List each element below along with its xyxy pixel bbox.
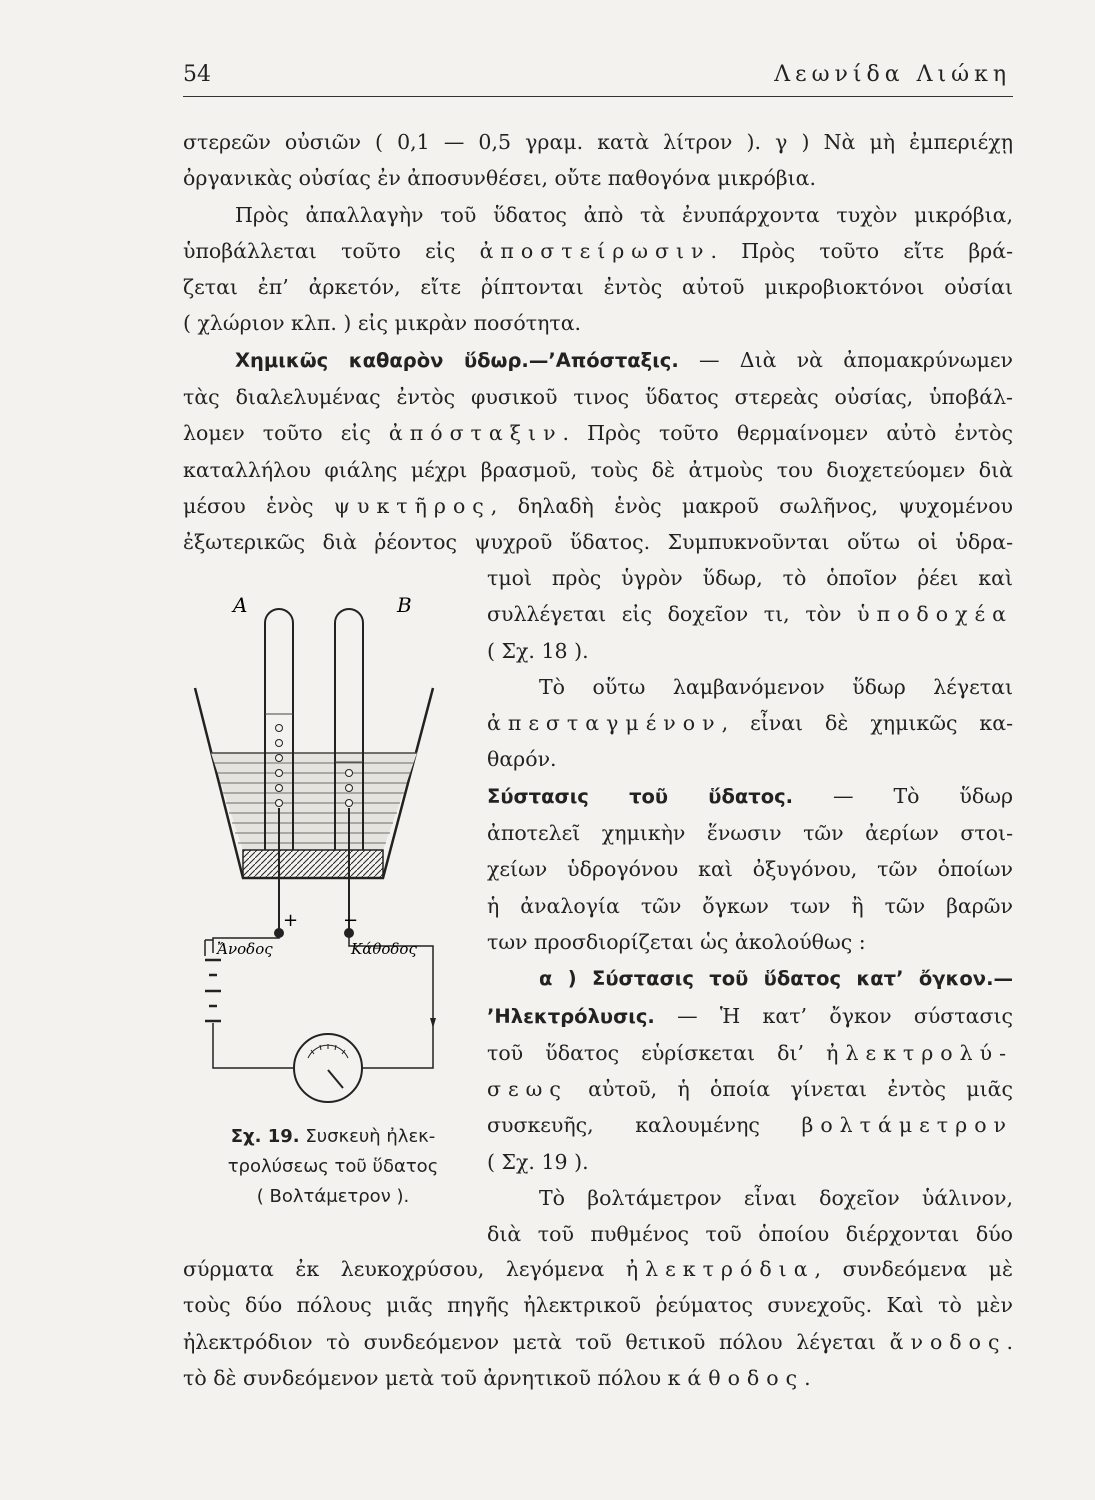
voltameter-diagram bbox=[183, 588, 483, 1108]
caption-line: ( Βολτάμετρον ). bbox=[256, 1186, 410, 1207]
voltameter-figure bbox=[183, 588, 483, 1108]
vessel-base bbox=[243, 850, 383, 878]
current-arrow bbox=[430, 1018, 436, 1028]
emphasis-term: κάθοδος bbox=[667, 1365, 805, 1390]
header-rule bbox=[183, 96, 1013, 97]
running-title: Λεωνίδα Λιώκη bbox=[774, 62, 1011, 87]
text-line: χείων ὑδρογόνου καὶ ὀξυγόνου, τῶν ὁποίων bbox=[487, 857, 1013, 882]
battery-cells bbox=[205, 960, 221, 1021]
water-fill bbox=[211, 753, 417, 850]
text-line: Χημικῶς καθαρὸν ὕδωρ.—’Απόσταξις. — Διὰ νὰ ἀπομακρύνωμεν bbox=[235, 347, 1013, 372]
text-line: ’Ηλεκτρόλυσις. — Ἡ κατ’ ὄγκον σύστασις bbox=[487, 1003, 1013, 1028]
text-line: τοῦ ὕδατος εὑρίσκεται δι’ ἠλεκτρολύ- bbox=[487, 1040, 1013, 1065]
text-line: ζεται ἐπ’ ἀρκετόν, εἴτε ῥίπτονται ἐντὸς αὐτοῦ μικροβιοκτόνοι οὐσίαι bbox=[183, 275, 1013, 300]
text-line: μέσου ἑνὸς ψυκτῆρος, δηλαδὴ ἑνὸς μακροῦ σωλῆνος, ψυχομένου bbox=[183, 493, 1014, 518]
section-heading: ’Ηλεκτρόλυσις. bbox=[487, 1004, 655, 1028]
caption-line: τρολύσεως τοῦ ὕδατος bbox=[227, 1156, 439, 1177]
text-line: Τὸ βολτάμετρον εἶναι δοχεῖον ὑάλινον, bbox=[539, 1186, 1013, 1211]
galvanometer-needle bbox=[328, 1070, 343, 1088]
text-line: ἐξωτερικῶς διὰ ῥέοντος ψυχροῦ ὕδατος. Συμπυκνοῦνται οὕτω οἱ ὑδρα- bbox=[183, 530, 1013, 555]
anode-label: Ἄνοδος bbox=[217, 940, 273, 958]
text-line: καταλλήλου φιάλης μέχρι βρασμοῦ, τοὺς δὲ ἀτμοὺς του διοχετεύομεν διὰ bbox=[183, 457, 1013, 482]
emphasis-term: ἀποστείρωσιν bbox=[479, 238, 711, 263]
cathode-label: Κάθοδος bbox=[351, 940, 417, 958]
text-line: ὀργανικὰς οὐσίας ἐν ἀποσυνθέσει, οὔτε παθογόνα μικρόβια. bbox=[183, 166, 817, 191]
text-line: Τὸ οὕτω λαμβανόμενον ὕδωρ λέγεται bbox=[539, 674, 1013, 699]
text-line: συλλέγεται εἰς δοχεῖον τι, τὸν ὑποδοχέα bbox=[487, 602, 1013, 627]
emphasis-term: ἀπεσταγμένον bbox=[487, 711, 722, 736]
tube-label-b: B bbox=[397, 593, 412, 617]
text-line: ὑποβάλλεται τοῦτο εἰς ἀποστείρωσιν. Πρὸς τοῦτο εἴτε βρά- bbox=[183, 238, 1013, 263]
top-text-block bbox=[183, 124, 1013, 561]
text-line: ἀπεσταγμένον, εἶναι δὲ χημικῶς κα- bbox=[487, 711, 1013, 736]
emphasis-term: ὑποδοχέα bbox=[857, 602, 1013, 627]
text-line: συσκευῆς, καλουμένης βολτάμετρον bbox=[487, 1113, 1013, 1138]
minus-sign: − bbox=[343, 910, 359, 931]
emphasis-term: ψυκτῆρος bbox=[333, 493, 491, 518]
text-line: ( Σχ. 19 ). bbox=[487, 1149, 589, 1174]
text-line: ἀποτελεῖ χημικὴν ἕνωσιν τῶν ἀερίων στοι- bbox=[487, 821, 1013, 846]
text-line: ( Σχ. 18 ). bbox=[487, 638, 589, 663]
emphasis-term: ἄνοδος bbox=[889, 1329, 1007, 1354]
text-line: τοὺς δύο πόλους μιᾶς πηγῆς ἠλεκτρικοῦ ῥεύματος συνεχοῦς. Καὶ τὸ μὲν bbox=[183, 1293, 1013, 1318]
text-line: λομεν τοῦτο εἰς ἀπόσταξιν. Πρὸς τοῦτο θερμαίνομεν αὐτὸ ἐντὸς bbox=[183, 421, 1013, 446]
text-line: των προσδιορίζεται ὡς ἀκολούθως : bbox=[487, 929, 866, 954]
text-line: σεως αὐτοῦ, ἡ ὁποία γίνεται ἐντὸς μιᾶς bbox=[487, 1077, 1013, 1102]
page-header bbox=[183, 60, 1013, 94]
page-number: 54 bbox=[183, 62, 211, 87]
text-line: τὸ δὲ συνδεόμενον μετὰ τοῦ ἀρνητικοῦ πόλου κάθοδος. bbox=[183, 1365, 811, 1390]
section-heading: Σύστασις τοῦ ὕδατος. bbox=[487, 784, 794, 808]
emphasis-term: ἠλεκτρολύ- bbox=[826, 1040, 1013, 1065]
text-line: Πρὸς ἀπαλλαγὴν τοῦ ὕδατος ἀπὸ τὰ ἐνυπάρχοντα τυχὸν μικρόβια, bbox=[235, 202, 1013, 227]
section-heading: α ) Σύστασις τοῦ ὕδατος κατ’ ὄγκον.— bbox=[539, 967, 1013, 991]
text-line: σύρματα ἐκ λευκοχρύσου, λεγόμενα ἠλεκτρόδια, συνδεόμενα μὲ bbox=[183, 1257, 1013, 1281]
figure-number: Σχ. 19. bbox=[230, 1126, 300, 1147]
battery-wire bbox=[213, 1023, 293, 1068]
text-line: Σύστασις τοῦ ὕδατος. — Τὸ ὕδωρ bbox=[487, 783, 1013, 808]
right-column-text bbox=[487, 560, 1013, 1253]
figure-caption bbox=[183, 1122, 483, 1212]
text-line: ἡ ἀναλογία τῶν ὄγκων των ἢ τῶν βαρῶν bbox=[487, 893, 1013, 918]
bottom-text-block bbox=[183, 1251, 1013, 1396]
text-line: στερεῶν οὐσιῶν ( 0,1 — 0,5 γραμ. κατὰ λίτρον ). γ ) Νὰ μὴ ἐμπεριέχῃ bbox=[183, 130, 1013, 154]
text-line: ( χλώριον κλπ. ) εἰς μικρὰν ποσότητα. bbox=[183, 311, 582, 336]
caption-line: Σχ. 19. Συσκευὴ ἠλεκ- bbox=[230, 1126, 436, 1147]
text-line: τὰς διαλελυμένας ἐντὸς φυσικοῦ τινος ὕδατος στερεὰς οὐσίας, ὑποβάλ- bbox=[183, 385, 1013, 410]
plus-sign: + bbox=[283, 910, 299, 931]
text-line: τμοὶ πρὸς ὑγρὸν ὕδωρ, τὸ ὁποῖον ῥέει καὶ bbox=[487, 566, 1013, 590]
text-line: ἠλεκτρόδιον τὸ συνδεόμενον μετὰ τοῦ θετικοῦ πόλου λέγεται ἄνοδος. bbox=[183, 1329, 1013, 1354]
text-line bbox=[487, 960, 1013, 997]
tube-label-a: A bbox=[233, 593, 248, 617]
emphasis-term: βολτάμετρον bbox=[801, 1113, 1013, 1138]
emphasis-term: ἀπόσταξιν bbox=[388, 421, 563, 446]
text-line: θαρόν. bbox=[487, 747, 557, 772]
emphasis-term: σεως bbox=[487, 1077, 568, 1102]
emphasis-term: ἠλεκτρόδια bbox=[625, 1257, 815, 1281]
section-heading: Χημικῶς καθαρὸν ὕδωρ.—’Απόσταξις. bbox=[235, 348, 679, 372]
text-line: διὰ τοῦ πυθμένος τοῦ ὁποίου διέρχονται δύο bbox=[487, 1222, 1013, 1247]
